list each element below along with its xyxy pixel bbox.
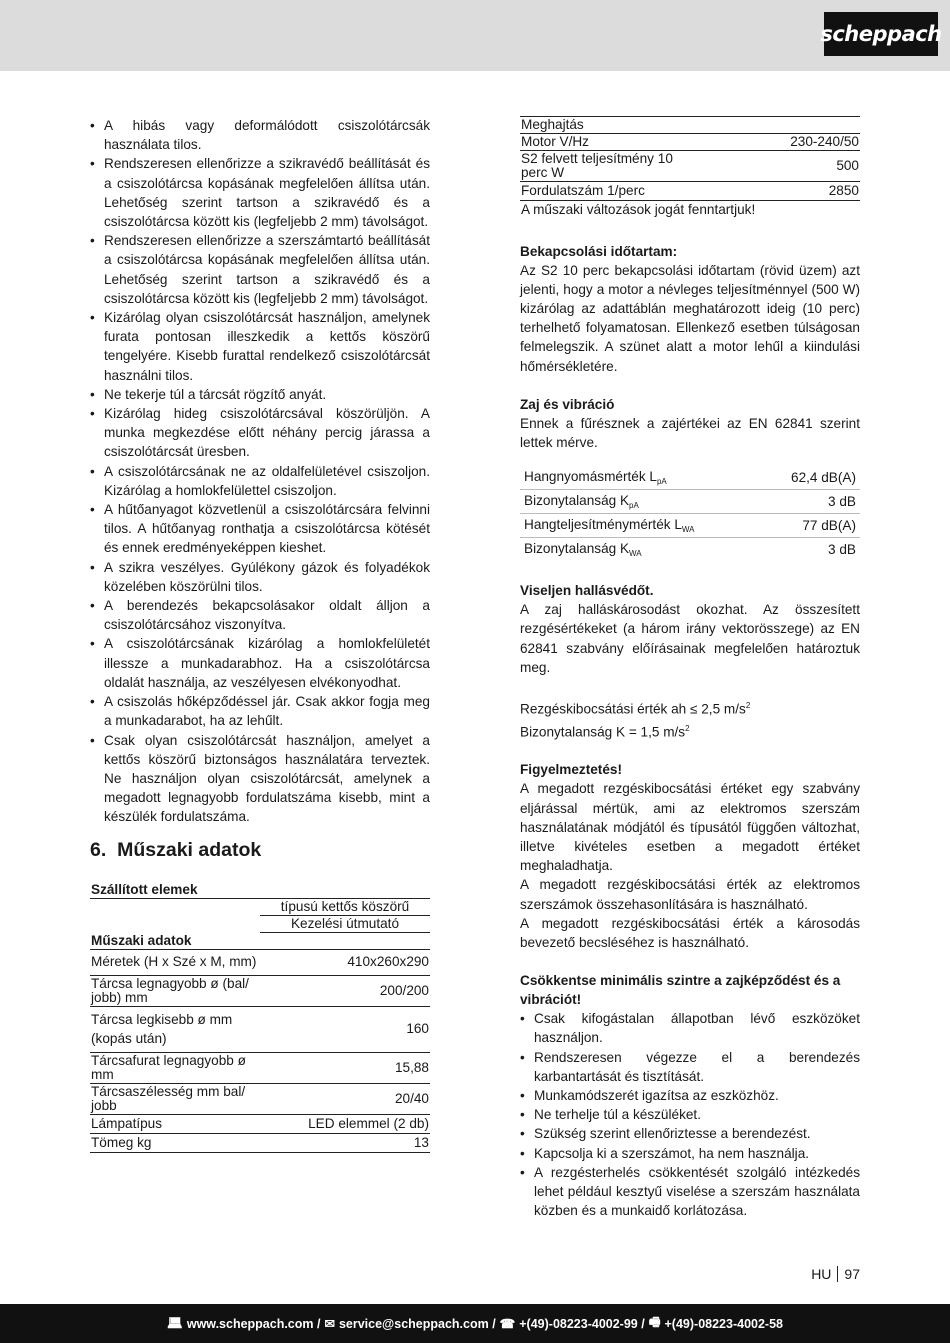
- noise-label: Hangnyomásmérték L: [524, 469, 657, 485]
- list-item: • Csak kifogástalan állapotban lévő eszközöket használjon.: [520, 1009, 860, 1047]
- safety-list: [90, 116, 430, 827]
- hearing-heading: Viseljen hallásvédőt.: [520, 583, 654, 599]
- list-item: • A berendezés bekapcsolásakor oldalt álljon a csiszolótárcsához viszonyítva.: [90, 596, 430, 634]
- page-number: [811, 1266, 860, 1282]
- list-item: • Szükség szerint ellenőriztesse a berendezést.: [520, 1124, 860, 1143]
- reduce-list: [520, 1009, 860, 1220]
- spec-value: 160: [260, 1006, 430, 1052]
- list-item: • Ne terhelje túl a készüléket.: [520, 1105, 860, 1124]
- supplied-heading: Szállított elemek: [90, 882, 430, 899]
- spec-label: Fordulatszám 1/perc: [520, 182, 700, 201]
- section-heading: Műszaki adatok: [117, 838, 262, 861]
- table-row: [520, 514, 860, 538]
- list-item: • Rendszeresen ellenőrizze a szerszámtartó beállítását a csiszolótárcsa kopásának megfelelően állítsa után. Lehetőség szerint tartson a szikravédő és a csiszolótárcsa között kis (legfeljebb 2 mm) távolságot.: [90, 231, 430, 308]
- spec-label: Tárcsa legkisebb ø mm (kopás után): [90, 1006, 260, 1052]
- spec-label: Tárcsa legnagyobb ø (bal/ jobb) mm: [90, 975, 260, 1006]
- spec-value: 20/40: [260, 1083, 430, 1114]
- right-column: [520, 116, 860, 1220]
- footer-mail[interactable]: service@scheppach.com /: [338, 1316, 496, 1331]
- noise-sub: pA: [629, 501, 639, 511]
- section-number: 6.: [90, 838, 107, 861]
- spec-label: Tárcsaszélesség mm bal/ jobb: [90, 1083, 260, 1114]
- list-item: • A csiszolótárcsának ne az oldalfelületével csiszoljon. Kizárólag a homlokfelülettel csiszoljon.: [90, 462, 430, 500]
- list-item: • A csiszolótárcsának kizárólag a homlokfelületét illessze a munkadarabhoz. Ha a csiszolótárcsa oldalát használja, az veszélyesen elvékonyodhat.: [90, 634, 430, 692]
- list-item: • Ne tekerje túl a tárcsát rögzítő anyát.: [90, 385, 430, 404]
- spec-label: Méretek (H x Szé x M, mm): [90, 949, 260, 975]
- drive-heading: Meghajtás: [520, 117, 860, 134]
- hearing-text: A zaj halláskárosodást okozhat. Az összesített rezgésértékeket (a három irány vektorösszege) az EN 62841 szabvány előírásainak megfelelően határoztuk meg.: [520, 602, 860, 675]
- footer-fax: +(49)-08223-4002-58: [664, 1316, 783, 1331]
- table-row: [520, 538, 860, 562]
- noise-text: Ennek a fűrésznek a zajértékei az EN 62841 szerint lettek mérve.: [520, 415, 860, 450]
- spec-value: 410x260x290: [260, 949, 430, 975]
- vibration-value: [520, 696, 860, 719]
- list-item: • Rendszeresen ellenőrizze a szikravédő beállítását és a csiszolótárcsa kopásának megfelelően állítsa után. Lehetőség szerint tartson a szikravédő és a csiszolótárcsa között kis (legfeljebb 2 mm) távolságot.: [90, 154, 430, 231]
- vibration-uncertainty: [520, 719, 860, 742]
- section-title: [90, 839, 430, 862]
- spec-label: Motor V/Hz: [520, 134, 700, 151]
- warning-p1: A megadott rezgéskibocsátási értéket egy szabvány eljárással mértük, ami az elektromos szerszám használatának módjától és típusától függően változhat, illetve kivételes esetben a megadott értéket meghaladhatja.: [520, 781, 860, 874]
- spec-label: S2 felvett teljesítmény 10 perc W: [520, 151, 700, 182]
- superscript: 2: [685, 723, 690, 733]
- list-item: • A hibás vagy deformálódott csiszolótárcsák használata tilos.: [90, 116, 430, 154]
- drive-note: A műszaki változások jogát fenntartjuk!: [521, 202, 756, 218]
- noise-sub: pA: [656, 477, 667, 487]
- noise-value: 77 dB(A): [761, 514, 860, 538]
- page-lang: HU: [811, 1266, 832, 1282]
- page-num: 97: [844, 1266, 860, 1282]
- list-item: • Csak olyan csiszolótárcsát használjon, amelyet a kettős köszörű biztonságos használatára terveztek. Ne használjon olyan csiszolótárcsát, amelynek a megadott legnagyobb fordulatszáma kisebb, mint a készülék fordulatszáma.: [90, 731, 430, 827]
- warning-p3: A megadott rezgéskibocsátási érték a károsodás bevezető becsléséhez is használható.: [520, 915, 860, 951]
- spec-label: Tárcsafurat legnagyobb ø mm: [90, 1052, 260, 1083]
- fax-icon: 🖷︎: [648, 1315, 661, 1329]
- vibration-uncertainty-text: Bizonytalanság K = 1,5 m/s: [520, 724, 686, 740]
- spec-value: 200/200: [260, 975, 430, 1006]
- noise-heading: Zaj és vibráció: [520, 396, 615, 412]
- table-row: [520, 490, 860, 514]
- noise-label: Hangteljesítménymérték L: [524, 517, 682, 533]
- noise-value: 62,4 dB(A): [761, 466, 860, 490]
- duty-text: Az S2 10 perc bekapcsolási időtartam (rövid üzem) azt jelenti, hogy a motor a névleges teljesítménnyel (500 W) kizárólag az adattáblán meghatározott ideig (10 perc) terhelhető folyamatosan. Ellenkező esetben túlságosan felmelegszik. A szünet alatt a motor lehűl a kiindulási hőmérsékletére.: [520, 262, 860, 374]
- warning-p2: A megadott rezgéskibocsátási érték az elektromos szerszámok összehasonlítására is használható.: [520, 877, 860, 912]
- list-item: • A rezgésterhelés csökkentését szolgáló intézkedés lehet például kesztyű viselése a szerszám használata közben és a munkaidő korlátozása.: [520, 1163, 860, 1221]
- spec-label: Lámpatípus: [90, 1114, 260, 1133]
- footer-bar: [0, 1304, 950, 1343]
- spec-value: 15,88: [260, 1052, 430, 1083]
- noise-value: 3 dB: [828, 542, 856, 558]
- spec-value: 2850: [700, 182, 860, 201]
- supplied-item: típusú kettős köszörű: [260, 898, 430, 915]
- list-item: • Munkamódszerét igazítsa az eszközhöz.: [520, 1086, 860, 1105]
- computer-icon: 💻︎: [166, 1316, 183, 1330]
- duty-heading: Bekapcsolási időtartam:: [520, 243, 678, 259]
- list-item: • A csiszolás hőképződéssel jár. Csak akkor fogja meg a munkadarabot, ha az lehűlt.: [90, 692, 430, 730]
- scheppach-logo: scheppach: [824, 12, 938, 56]
- specs-table: [90, 882, 430, 1153]
- list-item: • Kapcsolja ki a szerszámot, ha nem használja.: [520, 1144, 860, 1163]
- noise-sub: WA: [681, 525, 695, 535]
- spec-label: Tömeg kg: [90, 1133, 260, 1152]
- phone-icon: ☎︎: [499, 1317, 516, 1331]
- supplied-item: Kezelési útmutató: [260, 915, 430, 932]
- mail-icon: ✉︎: [324, 1317, 335, 1331]
- drive-table: [520, 116, 860, 220]
- superscript: 2: [745, 700, 751, 710]
- header-bar: [0, 0, 950, 71]
- spec-value: 13: [260, 1133, 430, 1152]
- noise-value: 3 dB: [761, 490, 860, 514]
- list-item: • A szikra veszélyes. Gyúlékony gázok és folyadékok közelében köszörülni tilos.: [90, 558, 430, 596]
- footer-web[interactable]: www.scheppach.com /: [186, 1316, 321, 1331]
- list-item: • Rendszeresen végezze el a berendezés karbantartását és tisztítását.: [520, 1048, 860, 1086]
- noise-label: Bizonytalanság K: [524, 541, 630, 557]
- warning-heading: Figyelmeztetés!: [520, 762, 622, 778]
- specs-heading: Műszaki adatok: [90, 932, 430, 949]
- list-item: • A hűtőanyagot közvetlenül a csiszolótárcsára felvinni tilos. A hűtőanyag ronthatja a csiszolótárcsa kötését és ennek eredményeképpen kieshet.: [90, 500, 430, 558]
- noise-sub: WA: [629, 549, 642, 559]
- spec-value: 500: [700, 151, 860, 182]
- table-row: [520, 466, 860, 490]
- spec-value: 230-240/50: [700, 134, 860, 151]
- noise-label: Bizonytalanság K: [524, 493, 630, 509]
- spec-value: LED elemmel (2 db): [260, 1114, 430, 1133]
- reduce-heading: Csökkentse minimális szintre a zajképződést és a vibrációt!: [520, 973, 841, 1008]
- left-column: [90, 116, 430, 1153]
- list-item: • Kizárólag hideg csiszolótárcsával köszörüljön. A munka megkezdése előtt néhány percig járassa a csiszolótárcsát üresben.: [90, 404, 430, 462]
- footer-phone[interactable]: +(49)-08223-4002-99 /: [519, 1316, 645, 1331]
- vibration-value-text: Rezgéskibocsátási érték ah ≤ 2,5 m/s: [520, 701, 746, 717]
- noise-table: [520, 466, 860, 561]
- list-item: • Kizárólag olyan csiszolótárcsát használjon, amelynek furata pontosan illeszkedik a kettős köszörű tengelyére. Kisebb furattal rendelkező csiszolótárcsát használni tilos.: [90, 308, 430, 385]
